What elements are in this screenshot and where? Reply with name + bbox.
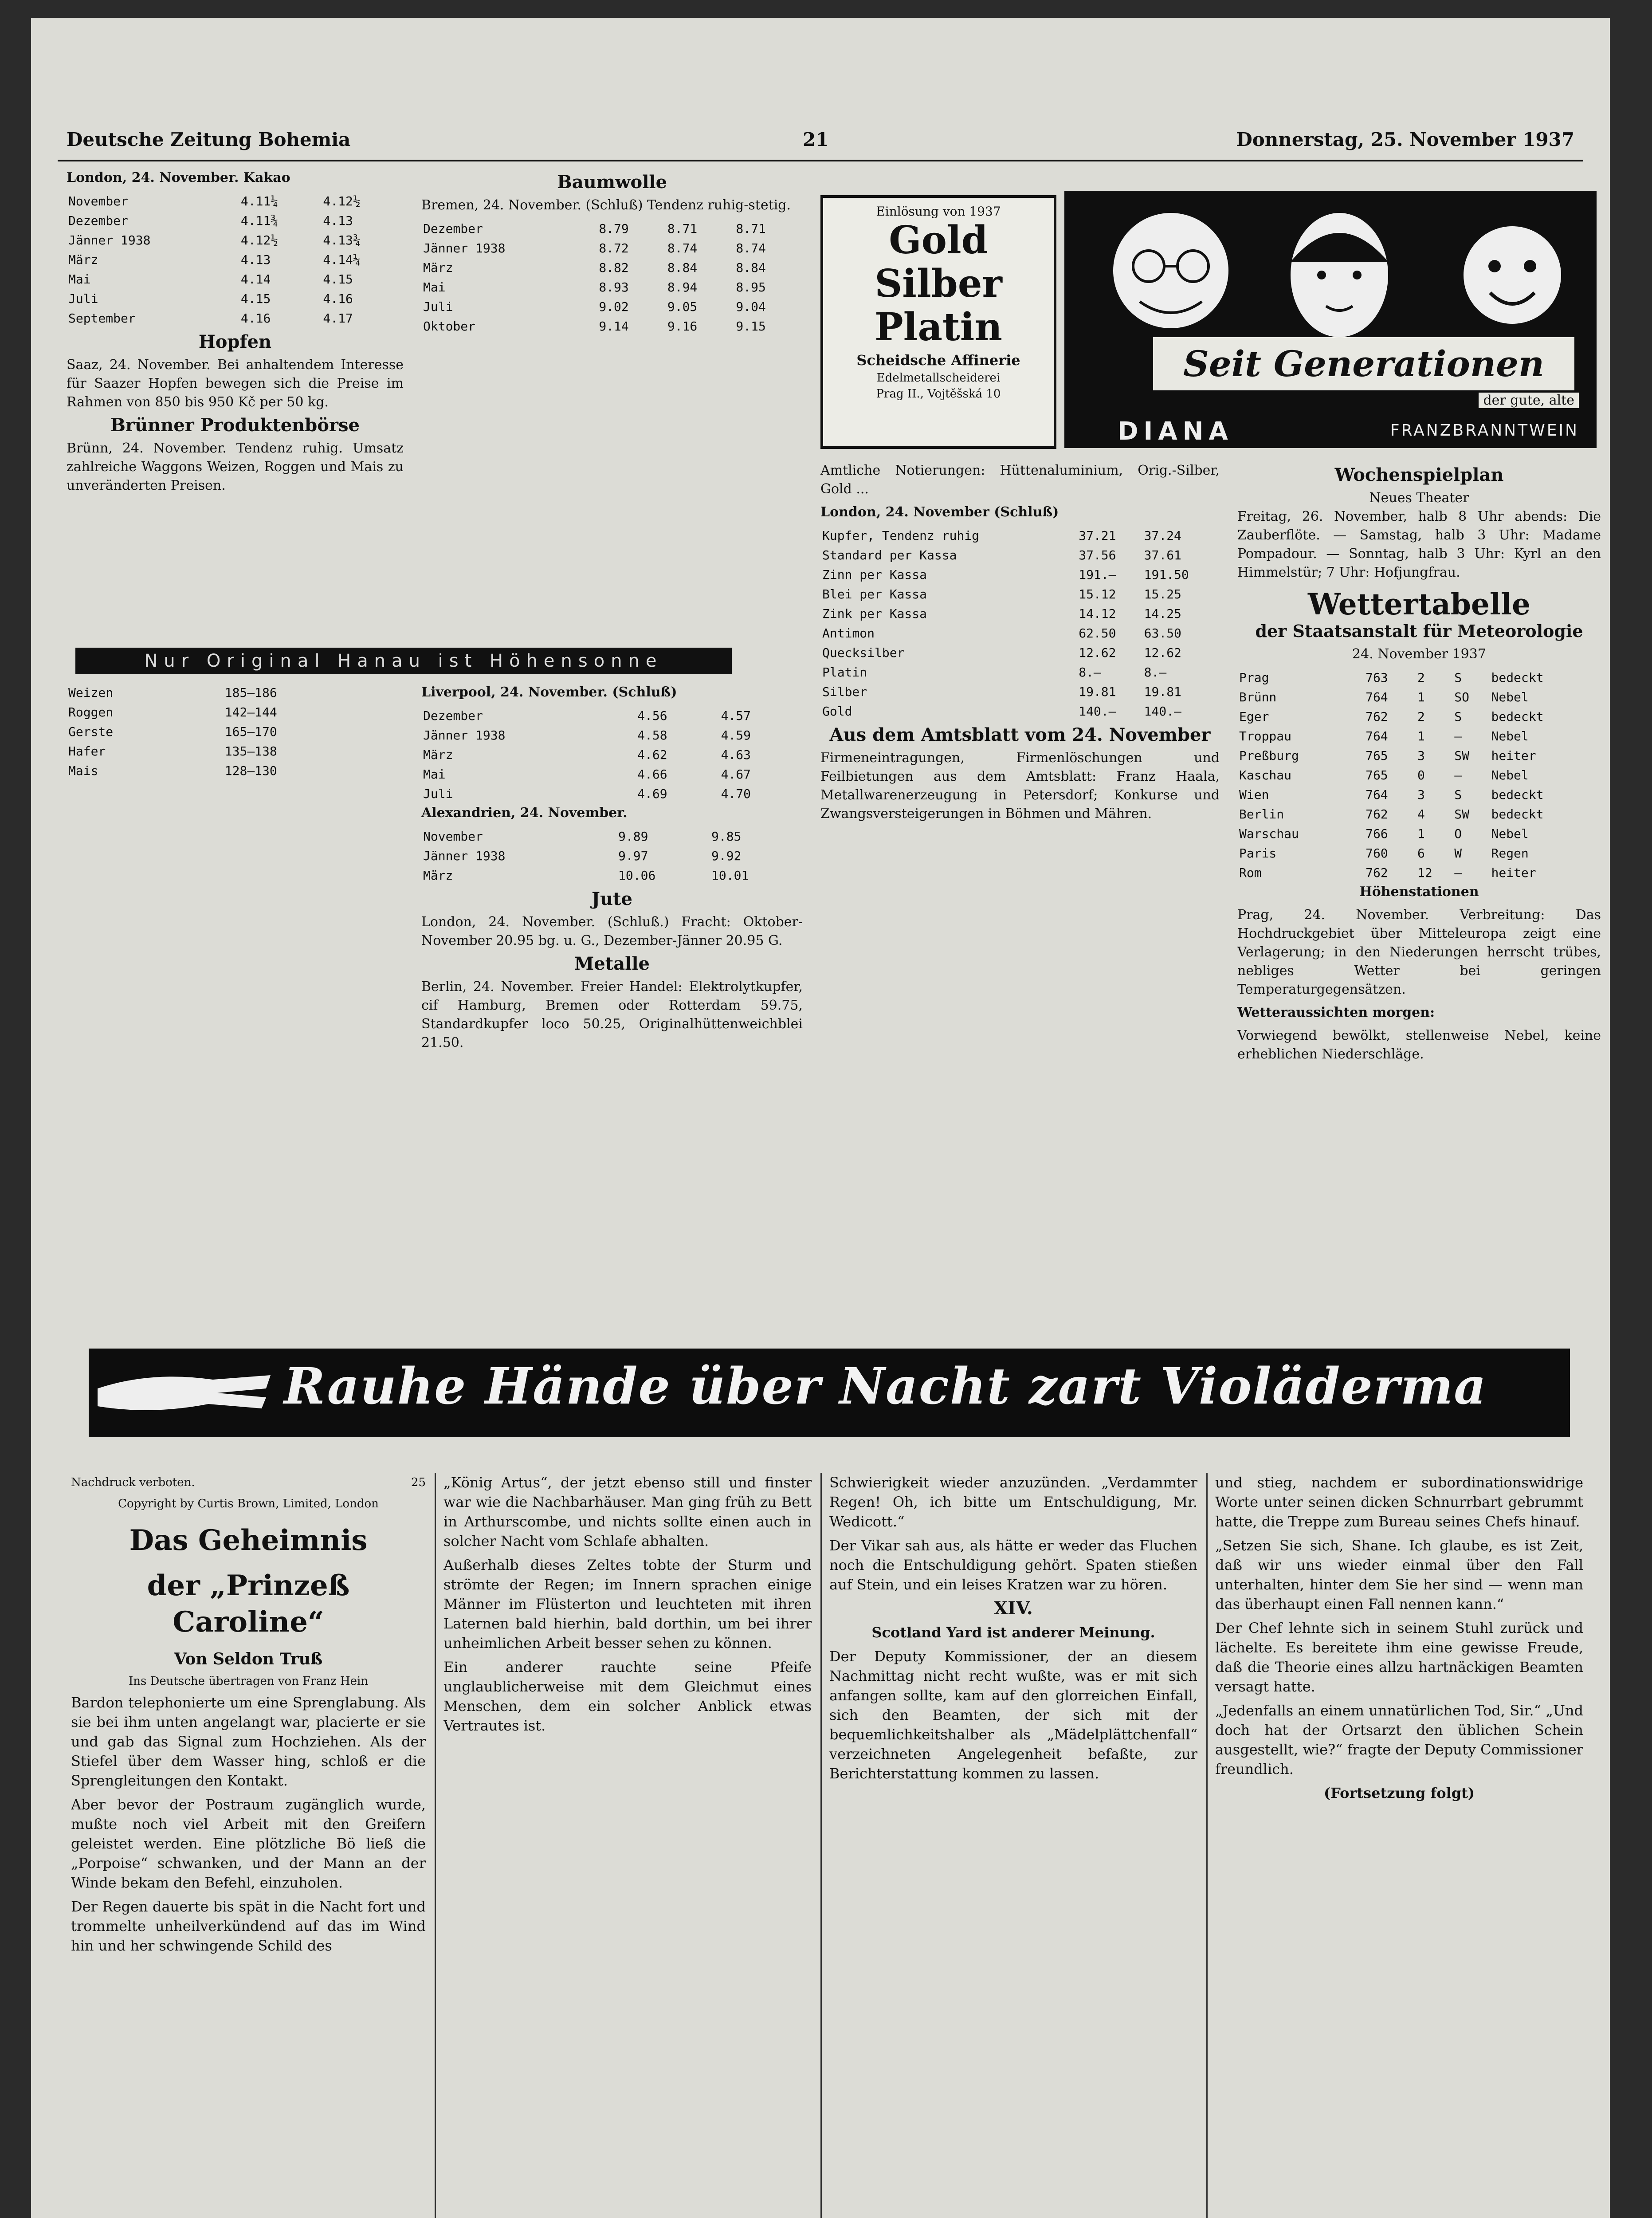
bremen-price-table: Dezember 8.79 8.71 8.71 Jänner 1938 8.72 8.74 8.74 März 8.82 8.84 8.84 Mai 8.93 8.94 8.95 Juli 9.02 9.05 9.04 Oktober 9.14 9.16 9.15 bbox=[423, 221, 766, 334]
weather-report: Prag, 24. November. Verbreitung: Das Hochdruckgebiet über Mitteleuropa zeigt eine Verlagerung; in den Niederungen herrscht trübes, nebliges Wetter bei geringen Temperaturgegensätzen. bbox=[1237, 907, 1601, 997]
old-man-face-illustration bbox=[1091, 200, 1251, 342]
jute-text: London, 24. November. (Schluß.) Fracht: Oktober-November 20.95 bg. u. G., Dezember-Jänner 20.95 G. bbox=[421, 914, 803, 948]
woman-face-illustration bbox=[1273, 200, 1406, 342]
ad-gold-line3: Platin bbox=[875, 305, 1002, 350]
wetter-date: 24. November 1937 bbox=[1352, 646, 1486, 662]
story-paragraph: Schwierigkeit wieder anzuzünden. „Verdammter Regen! Oh, ich bitte um Entschuldigung, Mr. Wedicott.“ bbox=[829, 1474, 1197, 1530]
reprint-notice: Nachdruck verboten. bbox=[71, 1476, 195, 1489]
london-heading: London, 24. November. Kakao bbox=[67, 170, 290, 185]
header-rule bbox=[58, 160, 1583, 161]
story-paragraph: „Setzen Sie sich, Shane. Ich glaube, es ist Zeit, daß wir uns wieder einmal über den Fall unterhalten, hinter dem Sie her sind — wenn man das überhaupt einen Fall nennen kann.“ bbox=[1215, 1537, 1583, 1612]
london-close-heading: London, 24. November (Schluß) bbox=[820, 504, 1059, 520]
story-paragraph: und stieg, nachdem er subordinationswidrige Worte unter seinen dicken Schnurrbart gebrummt hatte, die Treppe zum Bureau seines Chefs hinauf. bbox=[1215, 1474, 1583, 1530]
story-paragraph: „König Artus“, der jetzt ebenso still und finster war wie die Nachbarhäuser. Man ging früh zu Bett in Arthurscombe, und nichts sollte einen auch in solcher Nacht vom Schlafe abhalten. bbox=[443, 1474, 812, 1549]
theater-name: Neues Theater bbox=[1369, 490, 1469, 506]
newspaper-page bbox=[31, 18, 1610, 2218]
story-paragraph: Der Chef lehnte sich in seinem Stuhl zurück und lächelte. Es bereitete ihm eine gewisse Freude, daß die Theorie eines allzu hartnäckigen Beamten versagt hatte. bbox=[1215, 1620, 1583, 1695]
wettertabelle-subheading: der Staatsanstalt für Meteorologie bbox=[1255, 621, 1583, 641]
theater-weather-column bbox=[1237, 461, 1601, 1331]
hopfen-text: Saaz, 24. November. Bei anhaltendem Interesse für Saazer Hopfen bewegen sich die Preise im Rahmen von 850 bis 950 Kč per 50 kg. bbox=[67, 357, 404, 410]
issue-date: Donnerstag, 25. November 1937 bbox=[1236, 129, 1574, 150]
story-paragraph: Der Deputy Kommissioner, der an diesem Nachmittag nicht recht wußte, was er mit sich anfangen sollte, kam auf den glorreichen Einfall, sich den Beamten, der sich mit der bequemlichkeitshalber als „Mädelplättchenfall“ verzeichneten Angelegenheit befaßte, zur Berichterstattung kommen zu lassen. bbox=[829, 1648, 1197, 1782]
story-title-1: Das Geheimnis bbox=[129, 1524, 368, 1557]
story-title-2: der „Prinzeß Caroline“ bbox=[147, 1569, 350, 1639]
alexandrien-price-table: November 9.89 9.85 Jänner 1938 9.97 9.92 März 10.06 10.01 bbox=[423, 829, 749, 883]
ad-gold-address: Prag II., Vojtěšská 10 bbox=[876, 387, 1001, 401]
liverpool-price-table: Dezember 4.56 4.57 Jänner 1938 4.58 4.59 März 4.62 4.63 Mai 4.66 4.67 Juli 4.69 4.70 bbox=[423, 708, 751, 801]
diana-product: FRANZBRANNTWEIN bbox=[1390, 421, 1579, 440]
violaderma-slogan: Rauhe Hände über Nacht zart Violäderma bbox=[284, 1357, 1487, 1416]
story-paragraph: Der Vikar sah aus, als hätte er weder das Fluchen noch die Entschuldigung gehört. Spaten stießen auf Stein, und ein leises Kratzen war zu hören. bbox=[829, 1537, 1197, 1593]
ad-gold-line2: Silber bbox=[875, 261, 1002, 306]
ad-gold-small1: Edelmetallscheiderei bbox=[876, 371, 1001, 385]
forecast-label: Wetteraussichten morgen: bbox=[1237, 1005, 1435, 1020]
continuation-note: (Fortsetzung folgt) bbox=[1323, 1785, 1475, 1801]
alexandrien-heading: Alexandrien, 24. November. bbox=[421, 805, 628, 821]
baumwolle-heading: Baumwolle bbox=[557, 172, 667, 193]
wochenspielplan-text: Freitag, 26. November, halb 8 Uhr abends: Die Zauberflöte. — Samstag, halb 3 Uhr: Madame Pompadour. — Sonntag, halb 3 Uhr: Kyrl an den Himmelstür; 7 Uhr: Hofjungfrau. bbox=[1237, 509, 1601, 580]
metalle-heading: Metalle bbox=[574, 953, 650, 974]
bremen-heading: Bremen, 24. November. (Schluß) Tendenz ruhig-stetig. bbox=[421, 197, 791, 213]
metalle-text: Berlin, 24. November. Freier Handel: Elektrolytkupfer, cif Hamburg, Bremen oder Rotterdam 59.75, Standardkupfer loco 50.25, Originalhüttenweichblei 21.50. bbox=[421, 979, 803, 1050]
diana-subline: der gute, alte bbox=[1479, 393, 1579, 408]
london-metal-table: Kupfer, Tendenz ruhig 37.21 37.24 Standard per Kassa 37.56 37.61 Zinn per Kassa 191.— 191.50 Blei per Kassa 15.12 15.25 Zink per Kassa 14.12 14.25 Antimon 62.50 63.50 Quecksilber 12.62 12.62 Platin 8.— 8.— Silber 19.81 19.81 Gold 140.— 140.— bbox=[822, 528, 1189, 719]
chapter-title: Scotland Yard ist anderer Meinung. bbox=[871, 1624, 1155, 1641]
weather-table: Prag 763 2 S bedeckt Brünn 764 1 SO Nebel Eger 762 2 S bedeckt Troppau 764 1 — Nebel Preßburg 765 3 SW heiter Kaschau 765 0 — Nebel Wien 764 3 S bedeckt Berlin 762 4 SW bedeckt Warschau 766 1 O Nebel Paris 760 6 W Regen Rom 762 12 — heiter bbox=[1239, 670, 1544, 880]
wettertabelle-heading: Wettertabelle bbox=[1308, 587, 1530, 621]
story-paragraph: Bardon telephonierte um eine Sprenglabung. Als sie bei ihm unten angelangt war, placierte er sie und gab das Signal zum Hochziehen. Als der Stiefel über dem Wasser hing, schloß er die Sprengleitungen den Kontakt. bbox=[71, 1694, 426, 1789]
market-column-middle bbox=[421, 169, 803, 639]
column-rule bbox=[1206, 1473, 1208, 2218]
hand-illustration bbox=[98, 1362, 275, 1424]
story-author: Von Seldon Truß bbox=[174, 1650, 323, 1668]
amtsblatt-heading: Aus dem Amtsblatt vom 24. November bbox=[829, 724, 1211, 745]
hopfen-heading: Hopfen bbox=[198, 331, 272, 352]
column-rule bbox=[820, 1473, 822, 2218]
market-column-lower-left bbox=[67, 683, 404, 1331]
copyright-line: Copyright by Curtis Brown, Limited, London bbox=[118, 1497, 379, 1510]
story-paragraph: Der Regen dauerte bis spät in die Nacht fort und trommelte unheilverkündend auf das im Wind hin und her schwingende Schild des bbox=[71, 1898, 426, 1954]
bruenn-heading: Brünner Produktenbörse bbox=[110, 415, 360, 436]
column-rule bbox=[435, 1473, 436, 2218]
ad-gold-line1: Gold bbox=[889, 218, 988, 263]
ad-gold-company: Scheidsche Affinerie bbox=[856, 352, 1020, 369]
diana-slogan: Seit Generationen bbox=[1153, 337, 1574, 390]
diana-ad bbox=[1064, 191, 1597, 448]
weather-forecast: Vorwiegend bewölkt, stellenweise Nebel, keine erheblichen Niederschläge. bbox=[1237, 1028, 1601, 1062]
jute-heading: Jute bbox=[592, 889, 632, 909]
story-translator: Ins Deutsche übertragen von Franz Hein bbox=[128, 1675, 369, 1688]
hoehensonne-ad-banner: Nur Original Hanau ist Höhensonne bbox=[75, 648, 732, 674]
story-column-3 bbox=[829, 1473, 1197, 2218]
liverpool-heading: Liverpool, 24. November. (Schluß) bbox=[421, 684, 677, 700]
diana-brand: DIANA bbox=[1118, 417, 1233, 446]
page-header bbox=[58, 129, 1583, 155]
market-column-left bbox=[67, 169, 404, 639]
story-column-1 bbox=[71, 1473, 426, 2218]
chapter-number: XIV. bbox=[994, 1598, 1033, 1619]
story-paragraph: Aber bevor der Postraum zugänglich wurde, mußte noch viel Arbeit mit den Greifern geleistet werden. Eine plötzliche Bö ließ die „Porpoise“ schwanken, und der Mann an der Winde bekam den Befehl, einzuholen. bbox=[71, 1796, 426, 1891]
child-face-illustration bbox=[1446, 208, 1579, 333]
ad-gold-top: Einlösung von 1937 bbox=[876, 204, 1001, 219]
story-paragraph: Ein anderer rauchte seine Pfeife unglaublicherweise mit dem Gleichmut eines Menschen, dem ein solcher Anblick etwas Vertrautes ist. bbox=[443, 1659, 812, 1734]
market-column-right bbox=[820, 461, 1220, 1331]
grain-price-table: Weizen 185—186 Roggen 142—144 Gerste 165—170 Hafer 135—138 Mais 128—130 bbox=[68, 685, 277, 778]
installment-number: 25 bbox=[411, 1476, 426, 1489]
wochenspielplan-heading: Wochenspielplan bbox=[1334, 464, 1504, 485]
london-price-table: November 4.11¼ 4.12½ Dezember 4.11¾ 4.13 Jänner 1938 4.12½ 4.13¾ März 4.13 4.14¼ Mai 4.14 4.15 Juli 4.15 4.16 September 4.16 4.17 bbox=[68, 194, 361, 326]
story-column-4 bbox=[1215, 1473, 1583, 2218]
newspaper-name: Deutsche Zeitung Bohemia bbox=[67, 129, 351, 150]
amtliche-notierungen: Amtliche Notierungen: Hüttenaluminium, Orig.-Silber, Gold ... bbox=[820, 463, 1220, 497]
story-paragraph: Außerhalb dieses Zeltes tobte der Sturm und strömte der Regen; im Innern sprachen einige Männer im Flüsterton und leuchteten mit ihren Laternen bald hierhin, bald dorthin, um bei ihrer unheimlichen Arbeit besser sehen zu können. bbox=[443, 1557, 812, 1652]
story-column-2 bbox=[443, 1473, 812, 2218]
story-paragraph: „Jedenfalls an einem unnatürlichen Tod, Sir.“ „Und doch hat der Ortsarzt den üblichen Schein ausgestellt, wie?“ fragte der Deputy Commissioner freundlich. bbox=[1215, 1702, 1583, 1778]
market-column-lower-middle bbox=[421, 683, 803, 1331]
page-number: 21 bbox=[803, 129, 829, 150]
hoehenstationen-heading: Höhenstationen bbox=[1359, 884, 1479, 900]
bruenn-text: Brünn, 24. November. Tendenz ruhig. Umsatz zahlreiche Waggons Weizen, Roggen und Mais zu unveränderten Preisen. bbox=[67, 440, 404, 493]
amtsblatt-text: Firmeneintragungen, Firmenlöschungen und Feilbietungen aus dem Amtsblatt: Franz Haala, Metallwarenerzeugung in Petersdorf; Konkurse und Zwangsversteigerungen in Böhmen und Mähren. bbox=[820, 750, 1220, 822]
violaderma-ad-banner bbox=[89, 1349, 1570, 1437]
gold-silver-platinum-ad bbox=[820, 195, 1056, 449]
